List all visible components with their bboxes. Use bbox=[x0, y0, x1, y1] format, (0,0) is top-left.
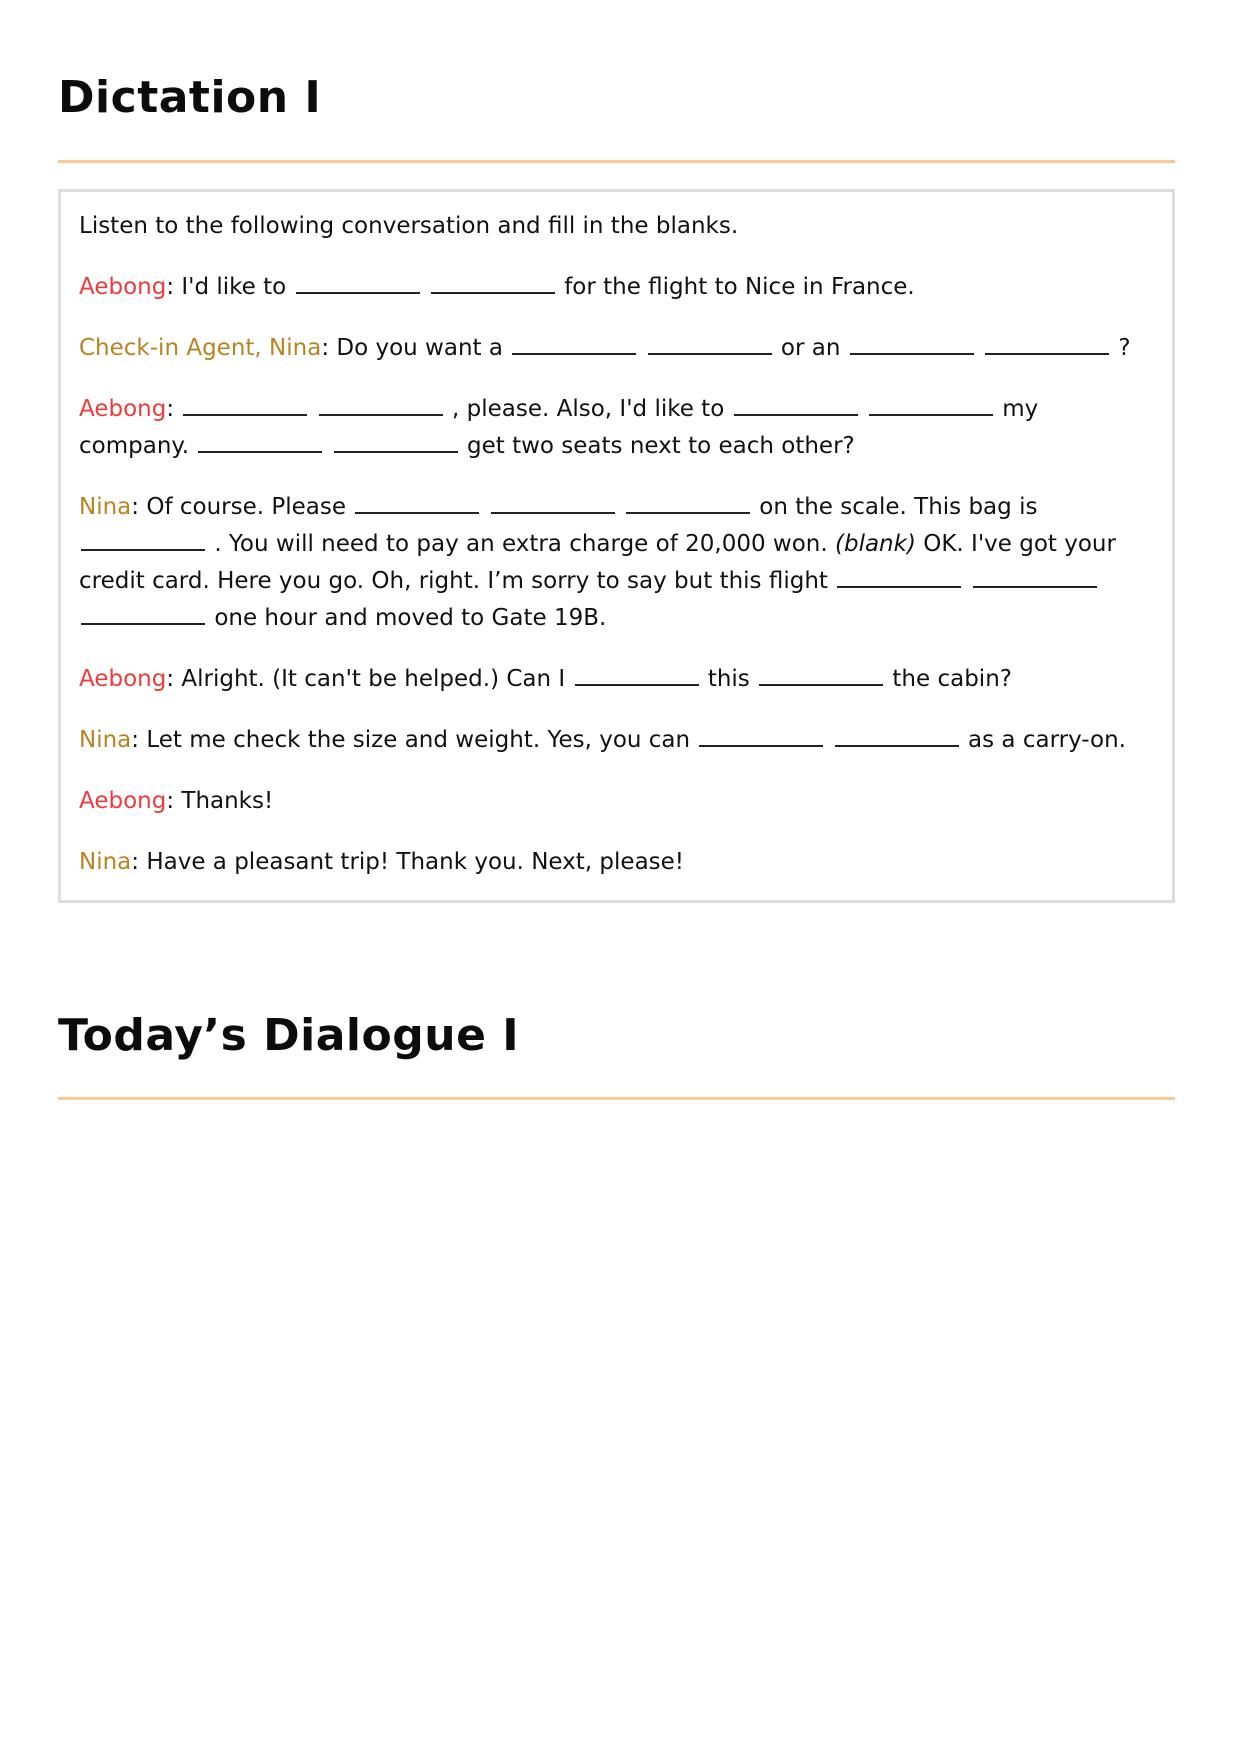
line-text: ? bbox=[1118, 335, 1131, 361]
blank-field[interactable] bbox=[869, 413, 993, 416]
blank-field[interactable] bbox=[835, 744, 959, 747]
dialogue-line bbox=[79, 783, 1154, 820]
blank-field[interactable] bbox=[198, 450, 322, 453]
dialogue-line bbox=[79, 844, 1154, 881]
blank-field[interactable] bbox=[575, 683, 699, 686]
speaker-checkin-agent-nina: Check-in Agent, Nina bbox=[79, 335, 322, 361]
speaker-nina: Nina bbox=[79, 494, 132, 520]
line-text: : I'd like to bbox=[166, 274, 287, 300]
line-text: . You will need to pay an extra charge of 20,000 won. bbox=[214, 531, 828, 557]
line-text: get two seats next to each other? bbox=[466, 433, 855, 459]
section-divider bbox=[58, 1097, 1175, 1100]
line-text: : bbox=[166, 396, 175, 422]
line-text-italic: (blank) bbox=[835, 531, 916, 557]
line-text: this bbox=[707, 666, 750, 692]
line-text: on the scale. This bag is bbox=[759, 494, 1038, 520]
blank-field[interactable] bbox=[491, 511, 615, 514]
line-text: for the flight to Nice in France. bbox=[564, 274, 915, 300]
blank-field[interactable] bbox=[699, 744, 823, 747]
speaker-nina: Nina bbox=[79, 727, 132, 753]
dialogue-line bbox=[79, 269, 1154, 306]
line-text: the cabin? bbox=[892, 666, 1012, 692]
blank-field[interactable] bbox=[837, 585, 961, 588]
line-text: one hour and moved to Gate 19B. bbox=[214, 605, 607, 631]
blank-field[interactable] bbox=[81, 622, 205, 625]
blank-field[interactable] bbox=[334, 450, 458, 453]
blank-field[interactable] bbox=[759, 683, 883, 686]
blank-field[interactable] bbox=[296, 291, 420, 294]
blank-field[interactable] bbox=[648, 352, 772, 355]
speaker-aebong: Aebong bbox=[79, 666, 167, 692]
blank-field[interactable] bbox=[512, 352, 636, 355]
blank-field[interactable] bbox=[734, 413, 858, 416]
line-text: : Thanks! bbox=[166, 788, 274, 814]
dialogue-line bbox=[79, 661, 1154, 698]
section-title-dictation: Dictation I bbox=[58, 72, 322, 123]
blank-field[interactable] bbox=[319, 413, 443, 416]
blank-field[interactable] bbox=[626, 511, 750, 514]
line-text: : Alright. (It can't be helped.) Can I bbox=[166, 666, 566, 692]
dialogue-line bbox=[79, 391, 1154, 465]
dialogue-line bbox=[79, 722, 1154, 759]
line-text: , please. Also, I'd like to bbox=[452, 396, 725, 422]
blank-field[interactable] bbox=[850, 352, 974, 355]
speaker-nina: Nina bbox=[79, 849, 132, 875]
line-text: my company. bbox=[79, 396, 1039, 459]
speaker-aebong: Aebong bbox=[79, 788, 167, 814]
line-text: : Let me check the size and weight. Yes, you can bbox=[131, 727, 691, 753]
line-text: : Do you want a bbox=[321, 335, 503, 361]
line-text: or an bbox=[780, 335, 841, 361]
blank-field[interactable] bbox=[431, 291, 555, 294]
dialogue-line bbox=[79, 330, 1154, 367]
speaker-aebong: Aebong bbox=[79, 274, 167, 300]
instruction-text: Listen to the following conversation and fill in the blanks. bbox=[79, 213, 739, 239]
line-text: : Of course. Please bbox=[131, 494, 346, 520]
line-text: OK. I've got your credit card. Here you go. Oh, right. I’m sorry to say but this flight bbox=[79, 531, 1116, 594]
blank-field[interactable] bbox=[81, 548, 205, 551]
blank-field[interactable] bbox=[985, 352, 1109, 355]
blank-field[interactable] bbox=[355, 511, 479, 514]
line-text: as a carry-on. bbox=[968, 727, 1126, 753]
dictation-box bbox=[58, 189, 1175, 903]
dialogue-line bbox=[79, 489, 1154, 637]
blank-field[interactable] bbox=[183, 413, 307, 416]
section-title-dialogue: Today’s Dialogue I bbox=[58, 1010, 520, 1061]
section-divider bbox=[58, 160, 1175, 163]
blank-field[interactable] bbox=[973, 585, 1097, 588]
line-text: : Have a pleasant trip! Thank you. Next, please! bbox=[131, 849, 685, 875]
speaker-aebong: Aebong bbox=[79, 396, 167, 422]
